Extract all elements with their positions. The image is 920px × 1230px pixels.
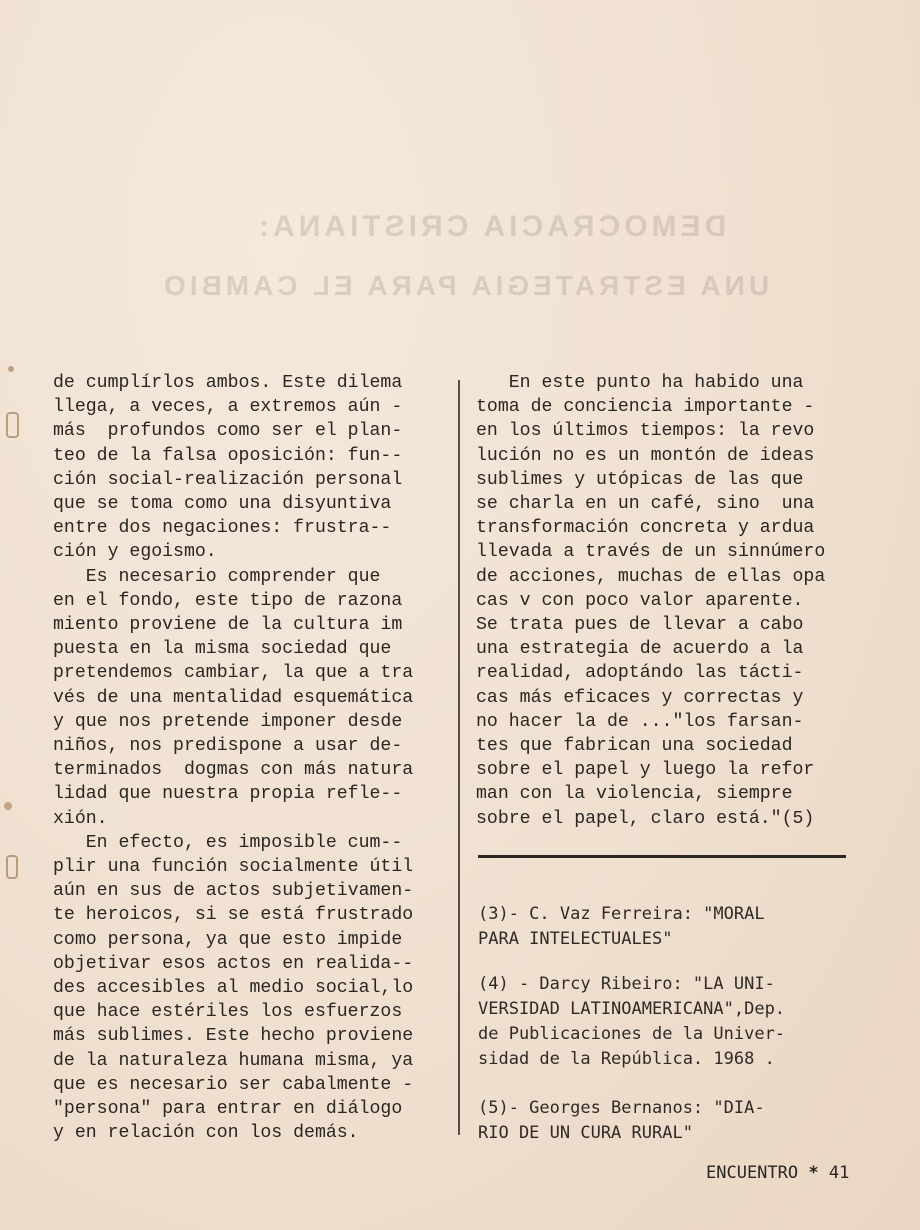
text-line: En efecto, es imposible cum-- (53, 832, 403, 853)
text-line: man con la violencia, siempre (476, 784, 793, 805)
text-line: niños, nos predispone a usar de- (53, 736, 403, 757)
text-line: lidad que nuestra propia refle-- (53, 784, 403, 805)
text-line: en los últimos tiempos: la revo (476, 421, 815, 442)
text-line: y que nos pretende imponer desde (53, 711, 403, 732)
ghost-heading-2: UNA ESTRATEGIA PARA EL CAMBIO (160, 270, 770, 301)
text-line: como persona, ya que esto impide (53, 929, 403, 950)
text-line: más sublimes. Este hecho proviene (53, 1026, 414, 1047)
left-text-column (53, 371, 453, 1146)
footnote-line: RIO DE UN CURA RURAL" (478, 1123, 693, 1143)
magazine-name: ENCUENTRO (706, 1163, 799, 1183)
text-line: sobre el papel, claro está."(5) (476, 808, 815, 829)
text-line: teo de la falsa oposición: fun-- (53, 445, 403, 466)
text-line: objetivar esos actos en realida-- (53, 953, 414, 974)
text-line: que se toma como una disyuntiva (53, 494, 392, 515)
footnote-line: sidad de la República. 1968 . (478, 1049, 775, 1069)
text-line: cas más eficaces y correctas y (476, 687, 804, 708)
text-line: sublimes y utópicas de las que (476, 469, 804, 490)
footnote-line: de Publicaciones de la Univer- (478, 1024, 786, 1044)
text-line: de acciones, muchas de ellas opa (476, 566, 826, 587)
text-line: xión. (53, 808, 108, 829)
ghost-heading-1: DEMOCRACIA CRISTIANA: (255, 210, 727, 243)
text-line: toma de conciencia importante - (476, 397, 815, 418)
footer-separator: * (808, 1163, 819, 1183)
paper-stain (4, 802, 12, 810)
text-line: plir una función socialmente útil (53, 857, 414, 878)
text-line: puesta en la misma sociedad que (53, 639, 392, 660)
text-line: des accesibles al medio social,lo (53, 978, 414, 999)
text-line: una estrategia de acuerdo a la (476, 639, 804, 660)
right-column-text (476, 371, 866, 831)
right-text-column (476, 371, 866, 831)
text-line: "persona" para entrar en diálogo (53, 1099, 403, 1120)
text-line: En este punto ha habido una (476, 373, 804, 393)
text-line: de la naturaleza humana misma, ya (53, 1050, 414, 1071)
footnote-5 (478, 1096, 868, 1146)
footnotes-divider (478, 855, 846, 858)
text-line: cas v con poco valor aparente. (476, 590, 804, 611)
text-line: realidad, adoptándo las tácti- (476, 663, 804, 684)
text-line: pretendemos cambiar, la que a tra (53, 663, 414, 684)
left-column-text (53, 371, 453, 1146)
text-line: entre dos negaciones: frustra-- (53, 518, 392, 539)
text-line: en el fondo, este tipo de razona (53, 590, 403, 611)
text-line: que hace estériles los esfuerzos (53, 1002, 403, 1023)
footnote-line: PARA INTELECTUALES" (478, 929, 673, 949)
text-line: Se trata pues de llevar a cabo (476, 615, 804, 636)
text-line: transformación concreta y ardua (476, 518, 815, 539)
text-line: y en relación con los demás. (53, 1123, 359, 1144)
binding-hole (6, 412, 19, 438)
text-line: llega, a veces, a extremos aún - (53, 397, 403, 418)
text-line: de cumplírlos ambos. Este dilema (53, 373, 403, 393)
footnote-line: (3)- C. Vaz Ferreira: "MORAL (478, 904, 765, 924)
footnote-3 (478, 902, 868, 952)
text-line: Es necesario comprender que (53, 566, 381, 587)
text-line: más profundos como ser el plan- (53, 421, 403, 442)
text-line: ción social-realización personal (53, 469, 403, 490)
text-line: sobre el papel y luego la refor (476, 760, 815, 781)
text-line: aún en sus de actos subjetivamen- (53, 881, 414, 902)
text-line: lución no es un montón de ideas (476, 445, 815, 466)
text-line: tes que fabrican una sociedad (476, 736, 793, 757)
column-divider (458, 380, 460, 1135)
page-number: 41 (828, 1163, 850, 1183)
text-line: vés de una mentalidad esquemática (53, 687, 414, 708)
text-line: no hacer la de ..."los farsan- (476, 711, 804, 732)
text-line: ción y egoismo. (53, 542, 217, 563)
footnote-line: (4) - Darcy Ribeiro: "LA UNI- (478, 974, 775, 994)
text-line: que es necesario ser cabalmente - (53, 1074, 414, 1095)
footnote-4 (478, 972, 868, 1072)
page-footer (706, 1163, 849, 1183)
text-line: te heroicos, si se está frustrado (53, 905, 414, 926)
paper-stain (8, 366, 14, 372)
text-line: terminados dogmas con más natura (53, 760, 414, 781)
binding-hole (6, 855, 18, 879)
text-line: se charla en un café, sino una (476, 494, 815, 515)
text-line: llevada a través de un sinnúmero (476, 542, 826, 563)
footnote-line: (5)- Georges Bernanos: "DIA- (478, 1098, 765, 1118)
footnote-line: VERSIDAD LATINOAMERICANA",Dep. (478, 999, 786, 1019)
text-line: miento proviene de la cultura im (53, 615, 403, 636)
